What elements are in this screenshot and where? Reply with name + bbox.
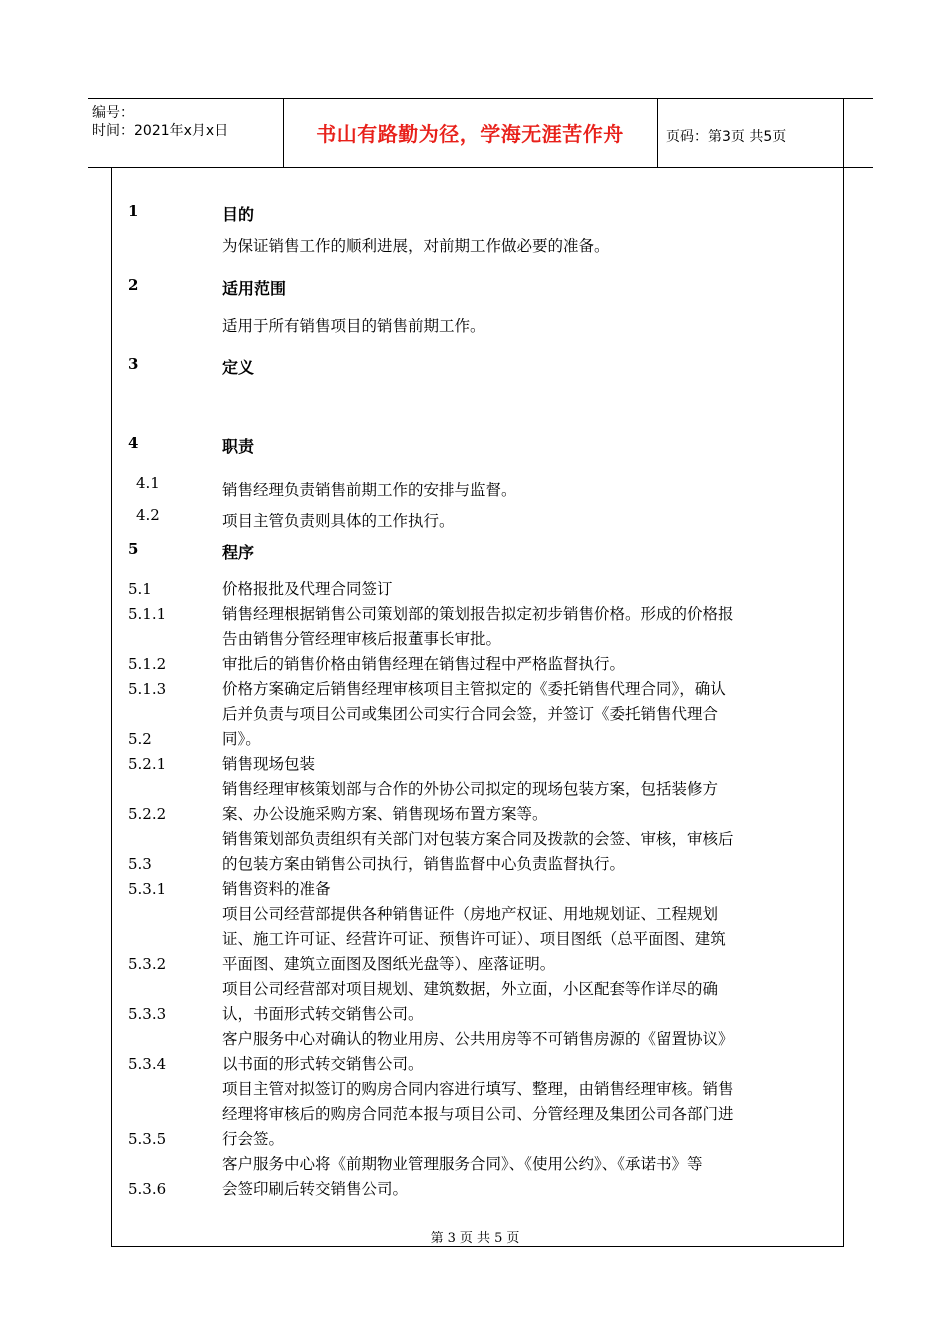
section-number-2: 2 xyxy=(128,276,139,294)
section-title-responsibility: 职责 xyxy=(222,437,255,456)
proc-line: 项目公司经营部提供各种销售证件（房地产权证、用地规划证、工程规划 xyxy=(222,905,719,923)
proc-number: 5.1.1 xyxy=(128,605,167,623)
proc-line: 证、施工许可证、经营许可证、预售许可证）、项目图纸（总平面图、建筑 xyxy=(222,930,726,948)
proc-line: 的包装方案由销售公司执行，销售监督中心负责监督执行。 xyxy=(222,855,626,873)
proc-line: 后并负责与项目公司或集团公司实行合同会签，并签订《委托销售代理合 xyxy=(222,705,719,723)
proc-line: 价格报批及代理合同签订 xyxy=(222,580,393,598)
proc-line: 告由销售分管经理审核后报董事长审批。 xyxy=(222,630,502,648)
section-title-procedure: 程序 xyxy=(222,543,255,562)
proc-line: 销售经理审核策划部与合作的外协公司拟定的现场包装方案，包括装修方 xyxy=(222,780,719,798)
proc-line: 以书面的形式转交销售公司。 xyxy=(222,1055,424,1073)
proc-line: 审批后的销售价格由销售经理在销售过程中严格监督执行。 xyxy=(222,655,626,673)
time-label: 时间：2021年x月x日 xyxy=(92,123,229,139)
proc-line: 销售现场包装 xyxy=(222,755,316,773)
section-number-3: 3 xyxy=(128,355,139,373)
footer-prefix: 第 xyxy=(430,1231,444,1246)
proc-line: 认，书面形式转交销售公司。 xyxy=(222,1005,424,1023)
proc-line: 客户服务中心对确认的物业用房、公共用房等不可销售房源的《留置协议》 xyxy=(222,1030,734,1048)
footer-page-number: 3 xyxy=(447,1231,456,1246)
proc-line: 销售经理根据销售公司策划部的策划报告拟定初步销售价格。形成的价格报 xyxy=(222,605,734,623)
proc-line: 经理将审核后的购房合同范本报与项目公司、分管经理及集团公司各部门进 xyxy=(222,1105,734,1123)
proc-number: 5.3.2 xyxy=(128,955,167,973)
proc-line: 价格方案确定后销售经理审核项目主管拟定的《委托销售代理合同》，确认 xyxy=(222,680,726,698)
proc-number: 5.1.2 xyxy=(128,655,167,673)
proc-number: 5.1.3 xyxy=(128,680,167,698)
page-footer xyxy=(0,1227,950,1246)
header-divider-3 xyxy=(843,98,844,168)
page-info: 页码：第3页 共5页 xyxy=(666,129,787,145)
proc-number: 5.3.5 xyxy=(128,1130,167,1148)
proc-line: 销售策划部负责组织有关部门对包装方案合同及拨款的会签、审核，审核后 xyxy=(222,830,734,848)
proc-number: 5.3.6 xyxy=(128,1180,167,1198)
item-number-4-1: 4.1 xyxy=(136,474,160,492)
proc-line: 销售资料的准备 xyxy=(222,880,331,898)
header-bottom-border xyxy=(88,167,873,168)
proc-line: 行会签。 xyxy=(222,1130,285,1148)
section-number-5: 5 xyxy=(128,540,139,558)
proc-line: 会签印刷后转交销售公司。 xyxy=(222,1180,409,1198)
header-top-border xyxy=(88,98,873,99)
motto: 书山有路勤为径，学海无涯苦作舟 xyxy=(316,122,624,146)
item-number-4-2: 4.2 xyxy=(136,506,160,524)
body-left-border xyxy=(111,167,112,1247)
purpose-text: 为保证销售工作的顺利进展，对前期工作做必要的准备。 xyxy=(222,237,610,255)
header-meta xyxy=(92,104,228,140)
section-title-scope: 适用范围 xyxy=(222,279,287,298)
section-title-definition: 定义 xyxy=(222,358,255,377)
proc-number: 5.2.2 xyxy=(128,805,167,823)
proc-line: 项目主管对拟签订的购房合同内容进行填写、整理，由销售经理审核。销售 xyxy=(222,1080,734,1098)
header-divider-2 xyxy=(657,98,658,168)
section-title-purpose: 目的 xyxy=(222,205,255,224)
proc-number: 5.1 xyxy=(128,580,152,598)
footer-total-pages: 5 xyxy=(494,1231,503,1246)
number-label: 编号： xyxy=(92,105,134,121)
proc-line: 客户服务中心将《前期物业管理服务合同》、《使用公约》、《承诺书》等 xyxy=(222,1155,703,1173)
proc-line: 同》。 xyxy=(222,730,261,748)
proc-number: 5.3 xyxy=(128,855,152,873)
proc-number: 5.3.4 xyxy=(128,1055,167,1073)
proc-line: 项目公司经营部对项目规划、建筑数据，外立面，小区配套等作详尽的确 xyxy=(222,980,719,998)
proc-line: 平面图、建筑立面图及图纸光盘等）、座落证明。 xyxy=(222,955,556,973)
scope-text: 适用于所有销售项目的销售前期工作。 xyxy=(222,317,486,335)
item-text-4-1: 销售经理负责销售前期工作的安排与监督。 xyxy=(222,481,517,499)
proc-line: 案、办公设施采购方案、销售现场布置方案等。 xyxy=(222,805,548,823)
proc-number: 5.2.1 xyxy=(128,755,167,773)
proc-number: 5.3.3 xyxy=(128,1005,167,1023)
section-number-1: 1 xyxy=(128,202,139,220)
item-text-4-2: 项目主管负责则具体的工作执行。 xyxy=(222,512,455,530)
body-bottom-border xyxy=(111,1246,844,1247)
footer-suffix: 页 xyxy=(506,1231,520,1246)
footer-mid: 页 共 xyxy=(459,1231,491,1246)
proc-number: 5.2 xyxy=(128,730,152,748)
section-number-4: 4 xyxy=(128,434,139,452)
proc-number: 5.3.1 xyxy=(128,880,167,898)
